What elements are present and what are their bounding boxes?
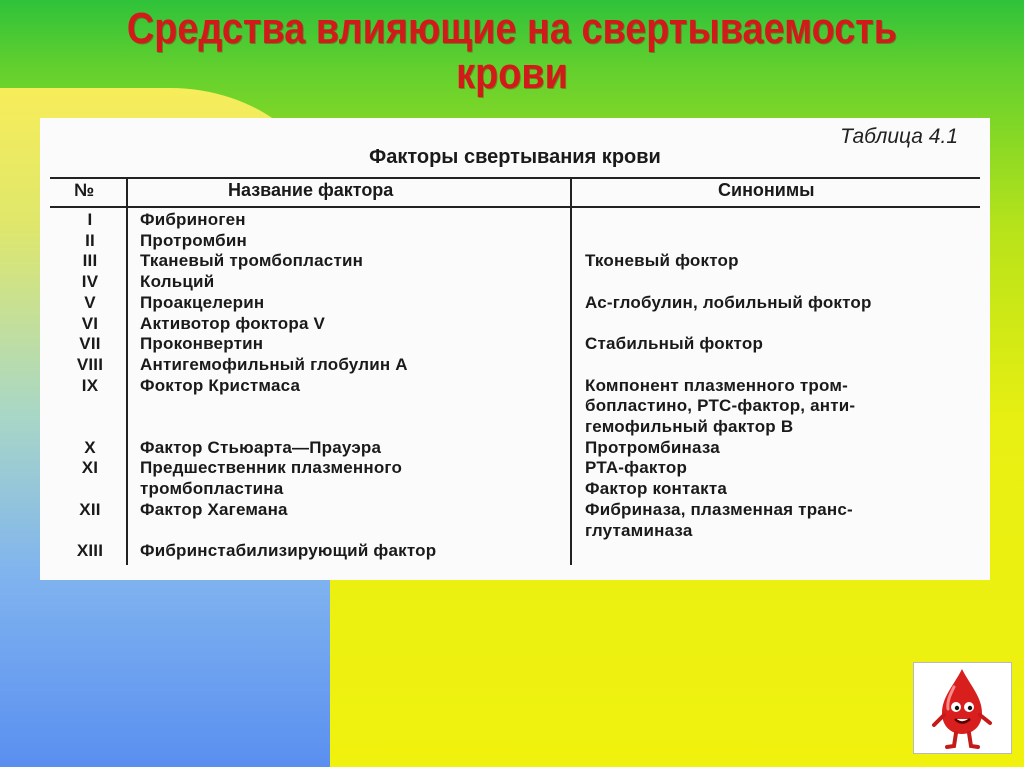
factor-number: XII (79, 499, 101, 519)
factor-synonym: Фибриназа, плазменная транс- (585, 499, 853, 519)
factor-synonym: глутаминаза (585, 520, 693, 540)
factor-synonym: Тконевый фоктор (585, 251, 739, 271)
factor-name: Протромбин (140, 230, 248, 250)
column-divider-2 (570, 177, 572, 565)
factor-name: Фибринстабилизирующий фактор (140, 541, 437, 561)
table-image-panel (40, 118, 990, 580)
header-synonyms: Синонимы (718, 180, 815, 200)
blood-drop-mascot-icon (914, 663, 1011, 753)
slide-title-line1: Средства влияющие на свертываемость (126, 4, 898, 53)
factor-number: VII (79, 334, 101, 354)
factor-name: Активотор фоктора V (140, 313, 326, 333)
factor-synonym: гемофильный фактор В (585, 417, 794, 436)
header-name: Название фактора (228, 180, 394, 200)
factor-number: XI (81, 458, 99, 478)
mascot-logo (913, 662, 1012, 754)
factor-synonym: Фактор контакта (585, 479, 728, 499)
factor-number: I (87, 210, 93, 229)
factor-number: V (84, 292, 96, 312)
table-header-rule (50, 206, 980, 208)
factor-name: Проконвертин (140, 334, 264, 354)
table-top-rule (50, 177, 980, 179)
factor-name: Фактор Стьюарта—Прауэра (140, 437, 382, 457)
factor-synonym: бопластино, РТС-фактор, анти- (585, 396, 856, 416)
factor-name: Фибриноген (140, 210, 246, 229)
factor-name: Тканевый тромбопластин (140, 251, 364, 271)
factor-number: VI (81, 313, 99, 333)
factor-name: Проакцелерин (140, 292, 265, 312)
factor-number: II (85, 230, 95, 250)
slide-title-line2: крови (456, 49, 568, 98)
factor-number: VIII (76, 354, 104, 374)
factor-number: IV (81, 272, 99, 292)
factor-number: X (84, 437, 96, 457)
factor-synonym: Протромбиназа (585, 437, 720, 457)
factor-synonym: РТА-фактор (585, 458, 688, 478)
factor-name: Антигемофильный глобулин А (140, 354, 408, 374)
factor-number: III (82, 251, 98, 271)
factor-name: Фактор Хагемана (140, 499, 288, 519)
factor-synonym: Ас-глобулин, лобильный фоктор (585, 292, 872, 312)
table-caption: Факторы свертывания крови (369, 146, 661, 168)
slide-title (72, 6, 953, 96)
factor-name: Предшественник плазменного (140, 458, 403, 478)
factor-synonym: Стабильный фоктор (585, 334, 764, 354)
factor-number: IX (81, 375, 99, 395)
factor-name: Кольций (140, 272, 215, 292)
table-number: Таблица 4.1 (840, 125, 958, 148)
factor-name: Фоктор Кристмаса (140, 375, 301, 395)
header-num: № (74, 180, 95, 200)
factor-name: тромбопластина (140, 479, 284, 499)
factor-synonym: Компонент плазменного тром- (585, 375, 848, 395)
factor-number: XIII (76, 541, 104, 561)
